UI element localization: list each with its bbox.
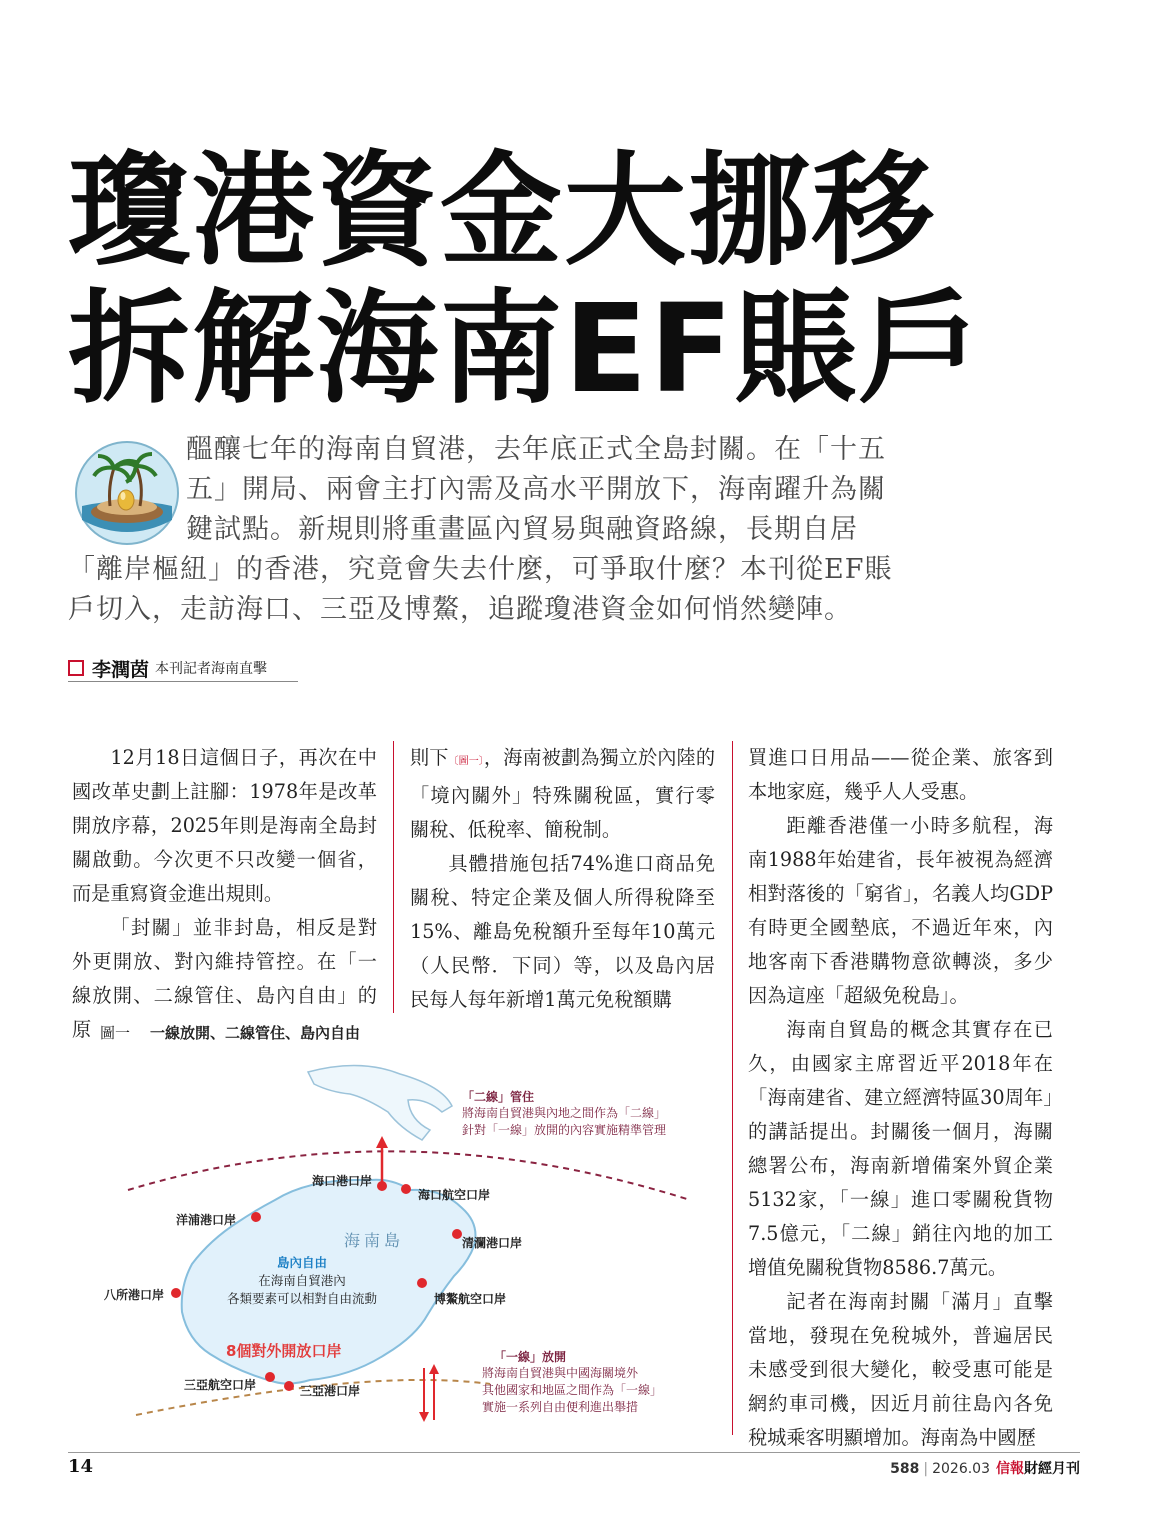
lede-text: 醞釀七年的海南自貿港，去年底正式全島封關。在「十五五」開局、兩會主打內需及高水平開放下，海南躍升為關鍵試點。新規則將重畫區內貿易與融資路線，長期自居「離岸樞紐」的香港，究竟會失去什麼，可爭取什麼？本刊從EF賬戶切入，走訪海口、三亞及博鰲，追蹤瓊港資金如何悄然變陣。 — [68, 434, 893, 625]
body-paragraph: 「封關」並非封島，相反是對外更開放、對內維持管控。在「一線放開、二線管住、島內自由」的原 — [72, 916, 377, 1041]
issue-number: 588 — [890, 1461, 920, 1477]
byline — [68, 655, 298, 682]
magazine-brand-suffix: 財經月刊 — [1024, 1461, 1080, 1477]
body-column-3 — [748, 741, 1053, 1455]
port-label-sanya-port: 三亞港口岸 — [300, 1384, 361, 1398]
center-line-2: 各類要素可以相對自由流動 — [226, 1291, 377, 1306]
column-divider — [393, 741, 394, 1013]
line2-title: 「二線」管住 — [462, 1090, 535, 1104]
line1-desc-1: 將海南自貿港與中國海關境外 — [482, 1366, 639, 1380]
line1-title: 「一線」放開 — [494, 1350, 567, 1364]
port-label-haikou-airport: 海口航空口岸 — [418, 1188, 491, 1202]
column-divider — [732, 741, 733, 1435]
body-paragraph — [410, 741, 715, 847]
island-name: 海南島 — [344, 1231, 405, 1250]
body-paragraph: 記者在海南封關「滿月」直擊當地，發現在免稅城外，普遍居民未感受到很大變化，較受惠可能是網約車司機，因近月前往島內各免稅城乘客明顯增加。海南為中國歷 — [748, 1290, 1053, 1449]
port-label-boao: 博鰲航空口岸 — [434, 1292, 507, 1306]
footer-divider — [68, 1452, 1080, 1453]
center-title: 島內自由 — [276, 1255, 327, 1270]
line2-desc-2: 針對「一線」放開的內容實施精準管理 — [462, 1123, 667, 1137]
port-label-haikou-port: 海口港口岸 — [312, 1174, 373, 1188]
body-paragraph: 具體措施包括74%進口商品免關稅、特定企業及個人所得稅降至15%、離島免稅額升至每年10萬元（人民幣．下同）等，以及島內居民每人每年新增1萬元免稅額購 — [410, 852, 715, 1011]
open-ports-label: 8個對外開放口岸 — [226, 1342, 342, 1360]
body-paragraph: 距離香港僅一小時多航程，海南1988年始建省，長年被視為經濟相對落後的「窮省」，名義人均GDP有時更全國墊底，不過近年來，內地客南下香港購物意欲轉淡，多少因為這座「超級免稅島」。 — [748, 814, 1053, 1007]
line1-desc-3: 實施一系列自由便利進出舉措 — [482, 1400, 639, 1414]
center-line-1: 在海南自貿港內 — [258, 1273, 346, 1288]
body-text: ，海南被劃為獨立於內陸的「境內關外」特殊關稅區，實行零關稅、低稅率、簡稅制。 — [410, 746, 716, 841]
figure-title: 一線放開、二線管住、島內自由 — [150, 1024, 361, 1042]
port-label-basuo: 八所港口岸 — [104, 1288, 165, 1302]
issue-date: 2026.03 — [932, 1461, 990, 1477]
body-column-1 — [72, 741, 377, 1047]
square-bullet-icon — [68, 660, 84, 676]
body-paragraph: 買進口日用品——從企業、旅客到本地家庭，幾乎人人受惠。 — [748, 746, 1053, 803]
headline-line-1: 瓊港資金大挪移 — [68, 140, 936, 282]
hainan-map-figure — [70, 1050, 730, 1435]
center-label — [222, 1254, 382, 1308]
port-label-yangpu: 洋浦港口岸 — [176, 1213, 237, 1227]
footer-issue-info: 588 | 2026.03 信報財經月刊 — [890, 1461, 1080, 1477]
port-label-sanya-airport: 三亞航空口岸 — [184, 1378, 257, 1392]
body-text: 則下 — [410, 746, 449, 769]
lede-paragraph — [68, 430, 898, 630]
port-label-qinglan: 清瀾港口岸 — [462, 1236, 523, 1250]
body-paragraph: 海南自貿島的概念其實存在已久，由國家主席習近平2018年在「海南建省、建立經濟特區30周年」的講話提出。封關後一個月，海關總署公布，海南新增備案外貿企業5132家，「一線」進口零關稅貨物7.5億元，「二線」銷往內地的加工增值免關稅貨物8586.7萬元。 — [748, 1018, 1053, 1279]
figure-caption — [100, 1022, 360, 1043]
figure-number: 圖一 — [100, 1024, 131, 1042]
figure-reference: 〔圖一〕 — [448, 756, 484, 767]
author-role: 本刊記者海南直擊 — [155, 661, 268, 677]
headline-line-2: 拆解海南EF賬戶 — [68, 278, 983, 420]
line1-desc-2: 其他國家和地區之間作為「一線」 — [482, 1383, 663, 1397]
body-paragraph: 12月18日這個日子，再次在中國改革史劃上註腳：1978年是改革開放序幕，2025年則是海南全島封關啟動。今次更不只改變一個省，而是重寫資金進出規則。 — [72, 746, 377, 905]
body-column-2 — [410, 741, 715, 1017]
author-name: 李潤茵 — [92, 658, 150, 681]
line2-desc-1: 將海南自貿港與內地之間作為「二線」 — [462, 1106, 667, 1120]
magazine-brand: 信報 — [996, 1461, 1024, 1477]
page-number: 14 — [68, 1456, 94, 1477]
